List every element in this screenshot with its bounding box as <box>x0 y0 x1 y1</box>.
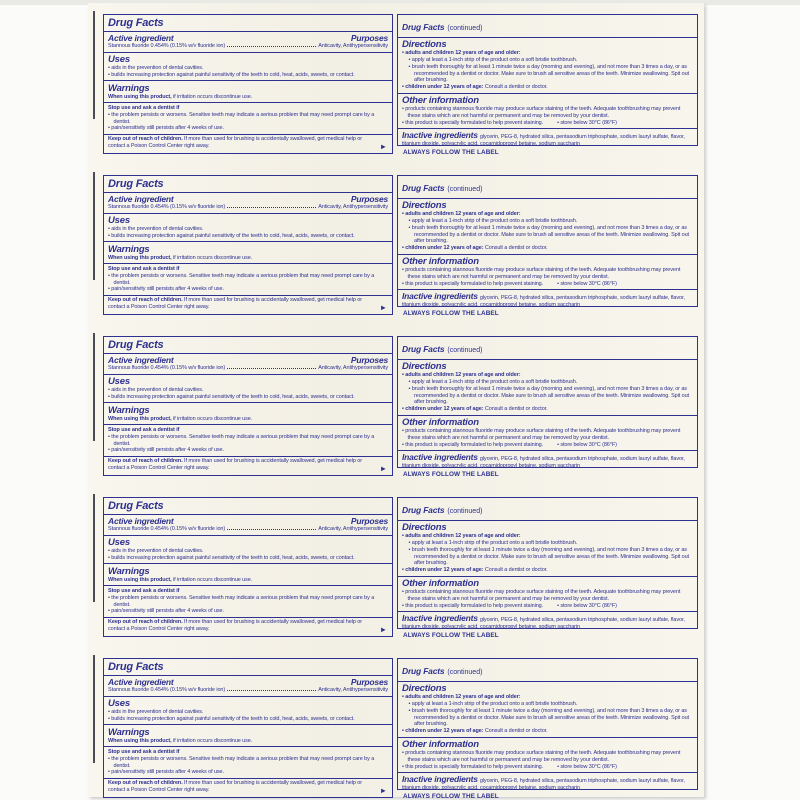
stop-use-bullet: • pain/sensitivity still persists after 4 weeks of use. <box>108 125 224 132</box>
other-information-heading: Other information <box>402 417 479 429</box>
uses-heading: Uses <box>108 215 130 227</box>
section-divider <box>398 681 697 682</box>
directions-children-bullet <box>402 84 693 91</box>
active-ingredient-row <box>108 526 388 533</box>
active-ingredient-header-row <box>108 34 388 44</box>
directions-heading: Directions <box>402 361 447 373</box>
active-ingredient-row <box>108 365 388 372</box>
drug-facts-continued-title-bold: Drug Facts <box>402 505 445 515</box>
other-information-row <box>402 442 693 449</box>
subsection-divider <box>104 424 392 425</box>
section-divider <box>104 52 392 53</box>
section-divider <box>104 724 392 725</box>
drug-facts-left-box <box>103 336 393 476</box>
inactive-ingredients-block <box>402 453 693 468</box>
directions-sub-bullet: • apply at least a 1-inch strip of the product onto a soft bristle toothbrush. <box>408 217 578 224</box>
other-information-heading: Other information <box>402 578 479 590</box>
drug-facts-panel <box>103 658 698 800</box>
directions-sub-bullet: • brush teeth thoroughly for at least 1 minute twice a day (morning and evening), and not more than 3 times a day, or as recommended by a dentist or doctor. Make sure to brush all sensitive areas of the teeth. Minimize swallowing. Spit out after brushing. <box>408 546 689 567</box>
stop-use-bullet: • the problem persists or worsens. Sensitive teeth may indicate a serious problem that may need prompt care by a dentist. <box>108 755 375 769</box>
storage-bullet: • store below 30°C (86°F) <box>557 763 617 770</box>
section-divider <box>104 675 392 676</box>
drug-facts-continued-suffix: (continued) <box>447 186 483 193</box>
uses-bullet: • builds increasing protection against painful sensitivity of the teeth to cold, heat, acids, sweets, or contact. <box>108 715 355 722</box>
warnings-when-using-rest: if irritation occurs discontinue use. <box>171 737 253 744</box>
active-ingredient-header-row <box>108 517 388 527</box>
inactive-ingredients-list: glycerin, PEG-8, hydrated silica, pentasodium triphosphate, sodium lauryl sulfate, flavor, titanium dioxide, polyacrylic acid, cocamidopropyl betaine, sodium saccharin <box>402 455 685 468</box>
drug-facts-title: Drug Facts <box>108 178 164 190</box>
directions-heading: Directions <box>402 522 447 534</box>
dotted-leader <box>227 529 316 530</box>
dotted-leader <box>227 207 316 208</box>
drug-facts-panel <box>103 497 698 639</box>
section-divider <box>104 514 392 515</box>
directions-bullet: • adults and children 12 years of age and older: <box>402 50 521 57</box>
warnings-when-using <box>108 416 388 423</box>
stop-use-bullet: • the problem persists or worsens. Sensitive teeth may indicate a serious problem that may need prompt care by a dentist. <box>108 433 375 447</box>
other-information-heading: Other information <box>402 256 479 268</box>
other-information-row <box>402 603 693 610</box>
active-ingredient-purpose: Anticavity, Antihypersensitivity <box>318 204 388 211</box>
inactive-ingredients-list: glycerin, PEG-8, hydrated silica, pentasodium triphosphate, sodium lauryl sulfate, flavor, titanium dioxide, polyacrylic acid, cocamidopropyl betaine, sodium saccharin <box>402 616 685 629</box>
directions-bullet: • adults and children 12 years of age and older: <box>402 533 521 540</box>
keep-out-of-reach-block <box>108 297 388 311</box>
inactive-ingredients-block <box>402 775 693 790</box>
section-divider <box>398 576 697 577</box>
active-ingredient-purpose: Anticavity, Antihypersensitivity <box>318 687 388 694</box>
inactive-ingredients-block <box>402 131 693 146</box>
continue-pointer-icon: ► <box>379 624 387 634</box>
active-ingredient-row <box>108 687 388 694</box>
keep-out-of-reach-block <box>108 780 388 794</box>
warnings-when-using-lead: When using this product, <box>108 93 172 100</box>
subsection-divider <box>104 585 392 586</box>
purposes-heading: Purposes <box>350 193 388 204</box>
other-information-bullet: • products containing stannous fluoride may produce surface staining of the teeth. Adequate toothbrushing may prevent these stains which are not harmful or permanent and may be removed by your dentist. <box>402 428 681 441</box>
inactive-ingredients-heading: Inactive ingredients <box>402 290 478 301</box>
section-divider <box>104 696 392 697</box>
storage-bullet: • store below 30°C (86°F) <box>557 441 617 448</box>
dotted-leader <box>227 690 316 691</box>
directions-sub-bullet: • apply at least a 1-inch strip of the product onto a soft bristle toothbrush. <box>408 56 578 63</box>
inactive-ingredients-heading: Inactive ingredients <box>402 773 478 784</box>
directions-children-rest: Consult a dentist or doctor. <box>483 245 548 252</box>
inactive-ingredients-block <box>402 292 693 307</box>
drug-facts-right-box <box>397 497 698 629</box>
drug-facts-right-column <box>397 336 698 478</box>
warnings-when-using <box>108 255 388 262</box>
active-ingredient-purpose: Anticavity, Antihypersensitivity <box>318 526 388 533</box>
active-ingredient-name: Stannous fluoride 0.454% (0.15% w/v fluoride ion) <box>108 687 226 694</box>
section-divider <box>398 359 697 360</box>
warnings-when-using-rest: if irritation occurs discontinue use. <box>171 93 253 100</box>
drug-facts-panel <box>103 336 698 478</box>
active-ingredient-heading: Active ingredient <box>108 354 174 365</box>
active-ingredient-row <box>108 43 388 50</box>
active-ingredient-purpose: Anticavity, Antihypersensitivity <box>318 365 388 372</box>
other-information-heading: Other information <box>402 739 479 751</box>
label-sheet <box>88 3 704 800</box>
stop-use-bullet: • pain/sensitivity still persists after 4 weeks of use. <box>108 608 224 615</box>
directions-bullet: • adults and children 12 years of age and older: <box>402 211 521 218</box>
keep-out-of-reach-rest: If more than used for brushing is accidentally swallowed, get medical help or contact a Poison Control Center right away. <box>108 780 362 794</box>
dotted-leader <box>227 368 316 369</box>
directions-bullet: • adults and children 12 years of age and older: <box>402 694 521 701</box>
active-ingredient-heading: Active ingredient <box>108 676 174 687</box>
directions-children-rest: Consult a dentist or doctor. <box>483 567 548 574</box>
active-ingredient-name: Stannous fluoride 0.454% (0.15% w/v fluoride ion) <box>108 365 226 372</box>
uses-bullet: • aids in the prevention of dental cavities. <box>108 548 204 555</box>
storage-bullet: • store below 30°C (86°F) <box>557 280 617 287</box>
directions-children-rest: Consult a dentist or doctor. <box>483 406 548 413</box>
drug-facts-right-box <box>397 175 698 307</box>
directions-children-lead: • children under 12 years of age: <box>402 245 484 252</box>
cut-mark <box>93 494 95 602</box>
uses-bullet: • aids in the prevention of dental cavities. <box>108 387 204 394</box>
continue-pointer-icon: ► <box>379 141 387 151</box>
drug-facts-continued-title-bold: Drug Facts <box>402 344 445 354</box>
directions-heading: Directions <box>402 200 447 212</box>
subsection-divider <box>104 295 392 296</box>
uses-bullet: • builds increasing protection against painful sensitivity of the teeth to cold, heat, acids, sweets, or contact. <box>108 554 355 561</box>
warnings-when-using-lead: When using this product, <box>108 737 172 744</box>
always-follow-label-note: ALWAYS FOLLOW THE LABEL <box>403 149 499 156</box>
active-ingredient-header-row <box>108 195 388 205</box>
active-ingredient-header-row <box>108 356 388 366</box>
directions-sub-bullet: • apply at least a 1-inch strip of the product onto a soft bristle toothbrush. <box>408 700 578 707</box>
uses-bullet: • builds increasing protection against painful sensitivity of the teeth to cold, heat, acids, sweets, or contact. <box>108 393 355 400</box>
other-information-row <box>402 120 693 127</box>
uses-heading: Uses <box>108 54 130 66</box>
warnings-when-using <box>108 94 388 101</box>
purposes-heading: Purposes <box>350 32 388 43</box>
cut-mark <box>93 655 95 763</box>
inactive-ingredients-heading: Inactive ingredients <box>402 612 478 623</box>
keep-out-of-reach-lead: Keep out of reach of children. <box>108 458 183 465</box>
inactive-ingredients-block <box>402 614 693 629</box>
directions-children-lead: • children under 12 years of age: <box>402 728 484 735</box>
other-information-bullet: • products containing stannous fluoride may produce surface staining of the teeth. Adequate toothbrushing may prevent these stains which are not harmful or permanent and may be removed by your dentist. <box>402 750 681 763</box>
always-follow-label-note: ALWAYS FOLLOW THE LABEL <box>403 471 499 478</box>
drug-facts-right-column <box>397 497 698 639</box>
directions-sub-bullet: • brush teeth thoroughly for at least 1 minute twice a day (morning and evening), and not more than 3 times a day, or as recommended by a dentist or doctor. Make sure to brush all sensitive areas of the teeth. Minimize swallowing. Spit out after brushing. <box>408 224 689 245</box>
purposes-heading: Purposes <box>350 515 388 526</box>
drug-facts-left-box <box>103 175 393 315</box>
warnings-when-using-lead: When using this product, <box>108 254 172 261</box>
drug-facts-title: Drug Facts <box>108 17 164 29</box>
purposes-heading: Purposes <box>350 676 388 687</box>
drug-facts-left-box <box>103 14 393 154</box>
warnings-heading: Warnings <box>108 243 150 255</box>
drug-facts-continued-title <box>402 178 693 196</box>
keep-out-of-reach-lead: Keep out of reach of children. <box>108 780 183 787</box>
warnings-heading: Warnings <box>108 726 150 738</box>
stop-use-heading: Stop use and ask a dentist if <box>108 587 180 594</box>
directions-heading: Directions <box>402 683 447 695</box>
drug-facts-left-box <box>103 658 393 798</box>
drug-facts-title: Drug Facts <box>108 339 164 351</box>
active-ingredient-name: Stannous fluoride 0.454% (0.15% w/v fluoride ion) <box>108 43 226 50</box>
uses-bullet: • builds increasing protection against painful sensitivity of the teeth to cold, heat, acids, sweets, or contact. <box>108 71 355 78</box>
always-follow-label-note: ALWAYS FOLLOW THE LABEL <box>403 793 499 800</box>
directions-children-rest: Consult a dentist or doctor. <box>483 84 548 91</box>
uses-heading: Uses <box>108 537 130 549</box>
stop-use-heading: Stop use and ask a dentist if <box>108 104 180 111</box>
drug-facts-panel <box>103 14 698 156</box>
directions-children-bullet <box>402 728 693 735</box>
keep-out-of-reach-lead: Keep out of reach of children. <box>108 136 183 143</box>
section-divider <box>398 37 697 38</box>
directions-children-rest: Consult a dentist or doctor. <box>483 728 548 735</box>
drug-facts-continued-title-bold: Drug Facts <box>402 666 445 676</box>
inactive-ingredients-list: glycerin, PEG-8, hydrated silica, pentasodium triphosphate, sodium lauryl sulfate, flavor, titanium dioxide, polyacrylic acid, cocamidopropyl betaine, sodium saccharin <box>402 133 685 146</box>
drug-facts-continued-suffix: (continued) <box>447 25 483 32</box>
stop-use-bullet: • pain/sensitivity still persists after 4 weeks of use. <box>108 769 224 776</box>
other-information-bullet: • products containing stannous fluoride may produce surface staining of the teeth. Adequate toothbrushing may prevent these stains which are not harmful or permanent and may be removed by your dentist. <box>402 589 681 602</box>
section-divider <box>104 241 392 242</box>
other-information-bullet: • this product is specially formulated to help prevent staining. <box>402 441 544 448</box>
active-ingredient-name: Stannous fluoride 0.454% (0.15% w/v fluoride ion) <box>108 526 226 533</box>
section-divider <box>104 80 392 81</box>
other-information-bullet: • this product is specially formulated to help prevent staining. <box>402 763 544 770</box>
active-ingredient-heading: Active ingredient <box>108 515 174 526</box>
directions-children-lead: • children under 12 years of age: <box>402 84 484 91</box>
active-ingredient-row <box>108 204 388 211</box>
drug-facts-continued-title-bold: Drug Facts <box>402 183 445 193</box>
stop-use-bullet: • pain/sensitivity still persists after 4 weeks of use. <box>108 286 224 293</box>
active-ingredient-name: Stannous fluoride 0.454% (0.15% w/v fluoride ion) <box>108 204 226 211</box>
keep-out-of-reach-rest: If more than used for brushing is accidentally swallowed, get medical help or contact a Poison Control Center right away. <box>108 458 362 472</box>
directions-children-lead: • children under 12 years of age: <box>402 406 484 413</box>
drug-facts-continued-title <box>402 661 693 679</box>
directions-sub-bullet: • brush teeth thoroughly for at least 1 minute twice a day (morning and evening), and not more than 3 times a day, or as recommended by a dentist or doctor. Make sure to brush all sensitive areas of the teeth. Minimize swallowing. Spit out after brushing. <box>408 63 689 84</box>
drug-facts-continued-title <box>402 339 693 357</box>
section-divider <box>104 31 392 32</box>
inactive-ingredients-list: glycerin, PEG-8, hydrated silica, pentasodium triphosphate, sodium lauryl sulfate, flavor, titanium dioxide, polyacrylic acid, cocamidopropyl betaine, sodium saccharin <box>402 777 685 790</box>
keep-out-of-reach-rest: If more than used for brushing is accidentally swallowed, get medical help or contact a Poison Control Center right away. <box>108 619 362 633</box>
stop-use-bullet: • the problem persists or worsens. Sensitive teeth may indicate a serious problem that may need prompt care by a dentist. <box>108 272 375 286</box>
other-information-heading: Other information <box>402 95 479 107</box>
continue-pointer-icon: ► <box>379 302 387 312</box>
warnings-heading: Warnings <box>108 404 150 416</box>
drug-facts-continued-suffix: (continued) <box>447 669 483 676</box>
other-information-bullet: • this product is specially formulated to help prevent staining. <box>402 119 544 126</box>
cut-mark <box>93 11 95 119</box>
subsection-divider <box>104 617 392 618</box>
other-information-bullet: • products containing stannous fluoride may produce surface staining of the teeth. Adequate toothbrushing may prevent these stains which are not harmful or permanent and may be removed by your dentist. <box>402 106 681 119</box>
uses-heading: Uses <box>108 376 130 388</box>
section-divider <box>104 213 392 214</box>
keep-out-of-reach-rest: If more than used for brushing is accidentally swallowed, get medical help or contact a Poison Control Center right away. <box>108 297 362 311</box>
directions-sub-bullet: • apply at least a 1-inch strip of the product onto a soft bristle toothbrush. <box>408 378 578 385</box>
subsection-divider <box>104 134 392 135</box>
directions-children-lead: • children under 12 years of age: <box>402 567 484 574</box>
stop-use-heading: Stop use and ask a dentist if <box>108 265 180 272</box>
uses-bullet: • aids in the prevention of dental cavities. <box>108 709 204 716</box>
subsection-divider <box>104 263 392 264</box>
directions-heading: Directions <box>402 39 447 51</box>
stop-use-bullet: • the problem persists or worsens. Sensitive teeth may indicate a serious problem that may need prompt care by a dentist. <box>108 111 375 125</box>
section-divider <box>398 198 697 199</box>
drug-facts-right-column <box>397 14 698 156</box>
subsection-divider <box>104 102 392 103</box>
other-information-row <box>402 764 693 771</box>
section-divider <box>104 563 392 564</box>
section-divider <box>398 520 697 521</box>
cut-mark <box>93 172 95 280</box>
other-information-bullet: • this product is specially formulated to help prevent staining. <box>402 280 544 287</box>
drug-facts-right-box <box>397 336 698 468</box>
drug-facts-left-box <box>103 497 393 637</box>
continue-pointer-icon: ► <box>379 463 387 473</box>
section-divider <box>104 535 392 536</box>
keep-out-of-reach-lead: Keep out of reach of children. <box>108 619 183 626</box>
cut-mark <box>93 333 95 441</box>
directions-children-bullet <box>402 406 693 413</box>
subsection-divider <box>104 456 392 457</box>
always-follow-label-note: ALWAYS FOLLOW THE LABEL <box>403 310 499 317</box>
active-ingredient-heading: Active ingredient <box>108 32 174 43</box>
inactive-ingredients-list: glycerin, PEG-8, hydrated silica, pentasodium triphosphate, sodium lauryl sulfate, flavor, titanium dioxide, polyacrylic acid, cocamidopropyl betaine, sodium saccharin <box>402 294 685 307</box>
storage-bullet: • store below 30°C (86°F) <box>557 602 617 609</box>
always-follow-label-note: ALWAYS FOLLOW THE LABEL <box>403 632 499 639</box>
drug-facts-title: Drug Facts <box>108 500 164 512</box>
drug-facts-right-column <box>397 658 698 800</box>
drug-facts-continued-title-bold: Drug Facts <box>402 22 445 32</box>
stop-use-heading: Stop use and ask a dentist if <box>108 426 180 433</box>
uses-heading: Uses <box>108 698 130 710</box>
drug-facts-continued-suffix: (continued) <box>447 508 483 515</box>
drug-facts-panel <box>103 175 698 317</box>
keep-out-of-reach-block <box>108 136 388 150</box>
warnings-when-using-rest: if irritation occurs discontinue use. <box>171 415 253 422</box>
section-divider <box>104 353 392 354</box>
active-ingredient-purpose: Anticavity, Antihypersensitivity <box>318 43 388 50</box>
uses-bullet: • aids in the prevention of dental cavities. <box>108 65 204 72</box>
stop-use-bullet: • pain/sensitivity still persists after 4 weeks of use. <box>108 447 224 454</box>
stop-use-bullet: • the problem persists or worsens. Sensitive teeth may indicate a serious problem that may need prompt care by a dentist. <box>108 594 375 608</box>
section-divider <box>104 402 392 403</box>
purposes-heading: Purposes <box>350 354 388 365</box>
section-divider <box>398 737 697 738</box>
warnings-heading: Warnings <box>108 565 150 577</box>
dotted-leader <box>227 46 316 47</box>
uses-bullet: • builds increasing protection against painful sensitivity of the teeth to cold, heat, acids, sweets, or contact. <box>108 232 355 239</box>
inactive-ingredients-heading: Inactive ingredients <box>402 129 478 140</box>
section-divider <box>104 192 392 193</box>
stop-use-heading: Stop use and ask a dentist if <box>108 748 180 755</box>
active-ingredient-heading: Active ingredient <box>108 193 174 204</box>
storage-bullet: • store below 30°C (86°F) <box>557 119 617 126</box>
drug-facts-right-box <box>397 658 698 790</box>
drug-facts-continued-title <box>402 500 693 518</box>
continue-pointer-icon: ► <box>379 785 387 795</box>
keep-out-of-reach-block <box>108 619 388 633</box>
warnings-when-using-rest: if irritation occurs discontinue use. <box>171 576 253 583</box>
active-ingredient-header-row <box>108 678 388 688</box>
directions-sub-bullet: • brush teeth thoroughly for at least 1 minute twice a day (morning and evening), and not more than 3 times a day, or as recommended by a dentist or doctor. Make sure to brush all sensitive areas of the teeth. Minimize swallowing. Spit out after brushing. <box>408 707 689 728</box>
drug-facts-continued-title <box>402 17 693 35</box>
drug-facts-title: Drug Facts <box>108 661 164 673</box>
subsection-divider <box>104 778 392 779</box>
section-divider <box>398 254 697 255</box>
drug-facts-right-box <box>397 14 698 146</box>
inactive-ingredients-heading: Inactive ingredients <box>402 451 478 462</box>
keep-out-of-reach-block <box>108 458 388 472</box>
directions-children-bullet <box>402 567 693 574</box>
warnings-when-using <box>108 738 388 745</box>
other-information-bullet: • products containing stannous fluoride may produce surface staining of the teeth. Adequate toothbrushing may prevent these stains which are not harmful or permanent and may be removed by your dentist. <box>402 267 681 280</box>
other-information-bullet: • this product is specially formulated to help prevent staining. <box>402 602 544 609</box>
directions-sub-bullet: • brush teeth thoroughly for at least 1 minute twice a day (morning and evening), and not more than 3 times a day, or as recommended by a dentist or doctor. Make sure to brush all sensitive areas of the teeth. Minimize swallowing. Spit out after brushing. <box>408 385 689 406</box>
directions-sub-bullet: • apply at least a 1-inch strip of the product onto a soft bristle toothbrush. <box>408 539 578 546</box>
warnings-when-using-lead: When using this product, <box>108 576 172 583</box>
section-divider <box>398 415 697 416</box>
directions-bullet: • adults and children 12 years of age and older: <box>402 372 521 379</box>
other-information-row <box>402 281 693 288</box>
warnings-when-using <box>108 577 388 584</box>
warnings-when-using-rest: if irritation occurs discontinue use. <box>171 254 253 261</box>
subsection-divider <box>104 746 392 747</box>
warnings-when-using-lead: When using this product, <box>108 415 172 422</box>
section-divider <box>398 93 697 94</box>
keep-out-of-reach-rest: If more than used for brushing is accidentally swallowed, get medical help or contact a Poison Control Center right away. <box>108 136 362 150</box>
section-divider <box>104 374 392 375</box>
warnings-heading: Warnings <box>108 82 150 94</box>
keep-out-of-reach-lead: Keep out of reach of children. <box>108 297 183 304</box>
drug-facts-right-column <box>397 175 698 317</box>
uses-bullet: • aids in the prevention of dental cavities. <box>108 226 204 233</box>
directions-children-bullet <box>402 245 693 252</box>
drug-facts-continued-suffix: (continued) <box>447 347 483 354</box>
